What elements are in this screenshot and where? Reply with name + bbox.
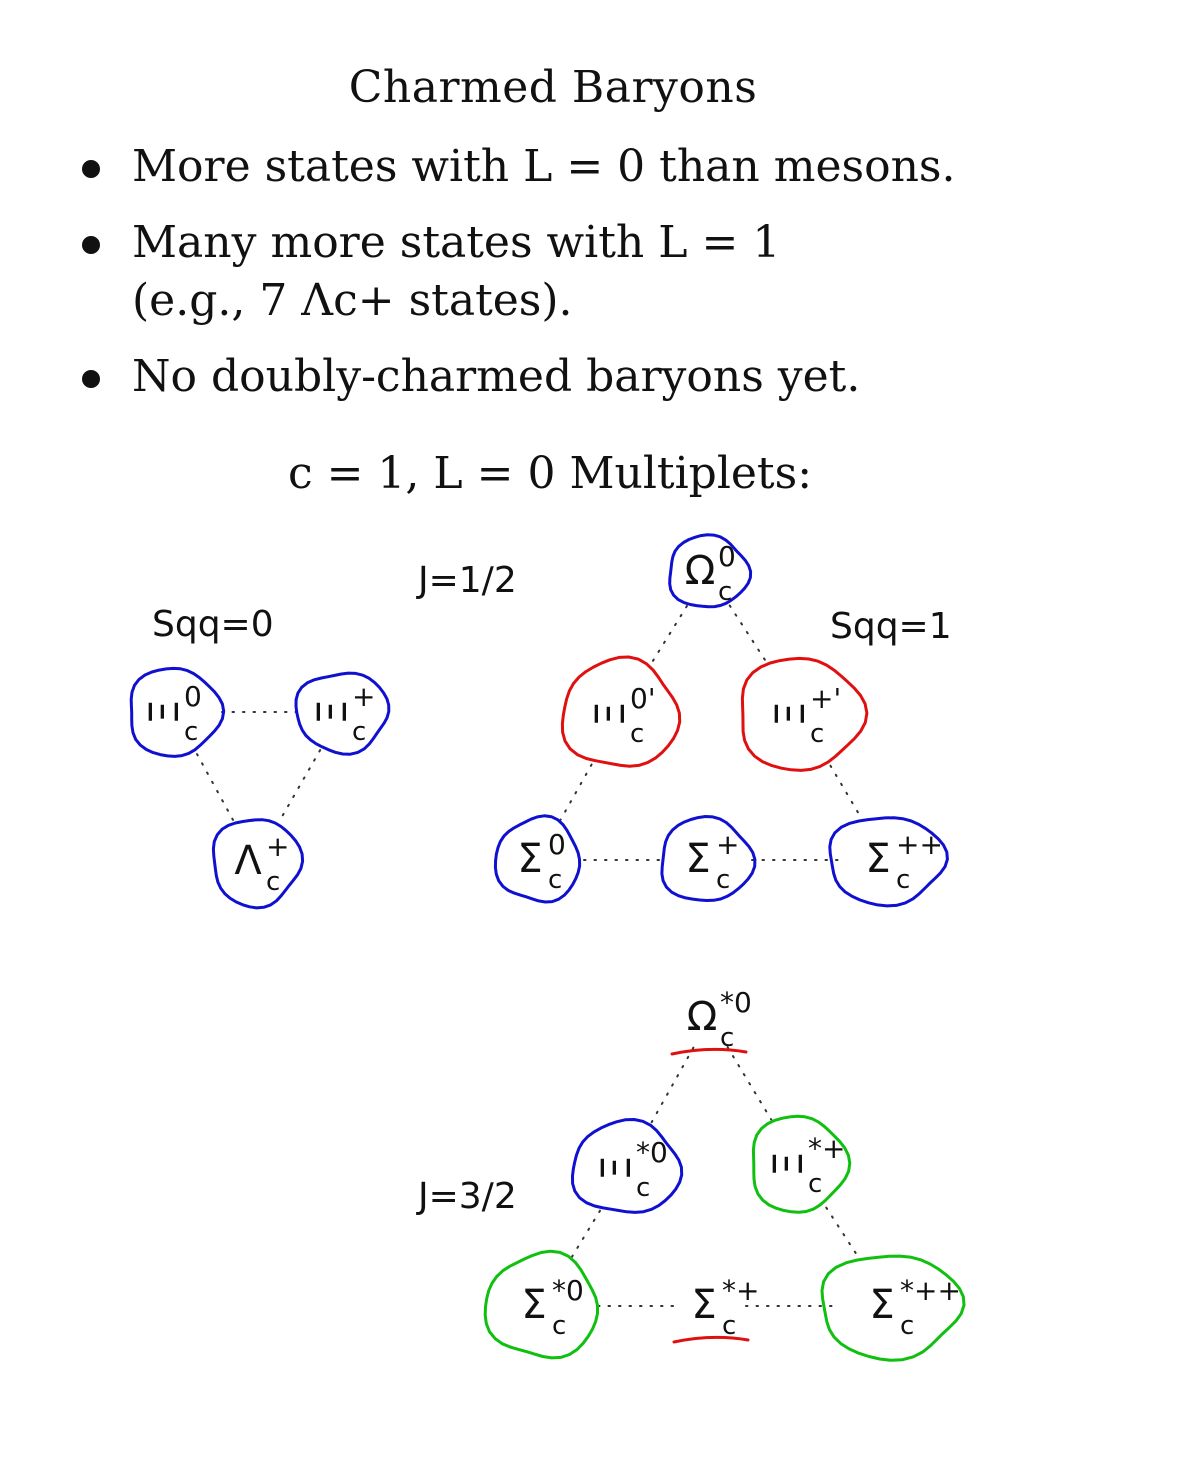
particle-subscript: c <box>896 865 911 895</box>
particle-sigma-c-star-0 <box>485 1251 597 1358</box>
particle-subscript: c <box>636 1173 651 1203</box>
particle-symbol: Ξ <box>142 699 188 725</box>
multiplet-dotted-line <box>826 1208 859 1259</box>
particle-subscript: c <box>352 717 367 747</box>
particle-lambda-c-plus <box>213 820 302 908</box>
red-underline-mark <box>672 1049 746 1054</box>
particle-superscript: + <box>352 680 376 713</box>
slide-title: Charmed Baryons <box>348 62 758 113</box>
multiplet-dotted-line <box>830 766 861 819</box>
particle-symbol: Ω <box>684 548 716 594</box>
particle-xi-c-star-plus <box>753 1116 849 1212</box>
particle-subscript: c <box>184 717 199 747</box>
multiplets-heading: c = 1, L = 0 Multiplets: <box>287 448 813 499</box>
particle-subscript: c <box>548 865 563 895</box>
particle-symbol: Σ <box>517 836 543 882</box>
red-underline-mark <box>674 1337 748 1342</box>
particle-superscript: 0 <box>184 680 202 713</box>
particle-sigma-c-0 <box>495 816 579 902</box>
particle-symbol: Σ <box>691 1282 717 1328</box>
particle-superscript: + <box>266 830 290 863</box>
particle-superscript: ++ <box>896 828 943 861</box>
particle-superscript: *0 <box>636 1136 668 1169</box>
particle-xi-c-0 <box>131 668 224 756</box>
particle-superscript: *0 <box>720 986 752 1019</box>
sqq0-label: Sqq=0 <box>152 604 274 645</box>
particle-sigma-c-plus <box>662 817 755 901</box>
particle-xi-c-plus <box>296 673 389 754</box>
bullet-text: No doubly-charmed baryons yet. <box>132 351 861 402</box>
particle-sigma-c-plusplus <box>830 818 948 906</box>
particle-xi-c-star-0 <box>573 1120 682 1213</box>
multiplet-dotted-line <box>651 606 687 665</box>
particle-superscript: 0' <box>630 682 656 715</box>
particle-superscript: + <box>716 828 740 861</box>
bullet-text: (e.g., 7 Λc+ states). <box>132 275 573 326</box>
multiplet-dotted-line <box>197 754 233 820</box>
particle-omega-c-0 <box>670 535 751 607</box>
particle-omega-c-star-0 <box>672 986 752 1054</box>
particle-superscript: 0 <box>548 828 566 861</box>
particle-subscript: c <box>718 577 733 607</box>
particle-subscript: c <box>900 1311 915 1341</box>
particle-subscript: c <box>720 1023 735 1053</box>
j-half-label: J=1/2 <box>418 560 517 601</box>
particle-sigma-c-star-plus <box>674 1274 759 1342</box>
particle-symbol: Ω <box>686 994 718 1040</box>
bullet-text: Many more states with L = 1 <box>132 217 781 268</box>
particle-sigma-c-star-plusplus <box>822 1256 964 1360</box>
particle-superscript: *0 <box>552 1274 584 1307</box>
particle-symbol: Ξ <box>588 701 634 727</box>
multiplet-dotted-line <box>650 1048 693 1125</box>
particle-symbol: Σ <box>685 836 711 882</box>
particle-superscript: *++ <box>900 1274 961 1307</box>
multiplet-dotted-line <box>730 606 768 664</box>
particle-symbol: Σ <box>521 1282 547 1328</box>
sqq1-label: Sqq=1 <box>830 606 952 647</box>
particle-superscript: *+ <box>808 1132 846 1165</box>
particle-symbol: Σ <box>865 836 891 882</box>
particle-symbol: Ξ <box>766 1151 812 1177</box>
particle-symbol: Ξ <box>768 701 814 727</box>
particle-symbol: Λ <box>234 838 262 884</box>
particle-xi-c-prime-plus <box>742 658 867 770</box>
particle-subscript: c <box>716 865 731 895</box>
particle-symbol: Ξ <box>594 1155 640 1181</box>
particle-superscript: +' <box>810 682 842 715</box>
particle-subscript: c <box>808 1169 823 1199</box>
particle-subscript: c <box>552 1311 567 1341</box>
particle-subscript: c <box>722 1311 737 1341</box>
multiplet-dotted-line <box>561 765 592 820</box>
particle-symbol: Σ <box>869 1282 895 1328</box>
multiplet-dotted-line <box>280 750 320 820</box>
particle-xi-c-prime-0 <box>562 657 679 766</box>
particle-superscript: 0 <box>718 540 736 573</box>
multiplet-dotted-line <box>571 1211 600 1258</box>
j-three-half-label: J=3/2 <box>418 1176 517 1217</box>
bullet-text: More states with L = 0 than mesons. <box>132 141 956 192</box>
multiplet-dotted-line <box>728 1047 772 1119</box>
particle-subscript: c <box>810 719 825 749</box>
particle-subscript: c <box>266 867 281 897</box>
particle-superscript: *+ <box>722 1274 760 1307</box>
particle-symbol: Ξ <box>310 699 356 725</box>
particle-subscript: c <box>630 719 645 749</box>
